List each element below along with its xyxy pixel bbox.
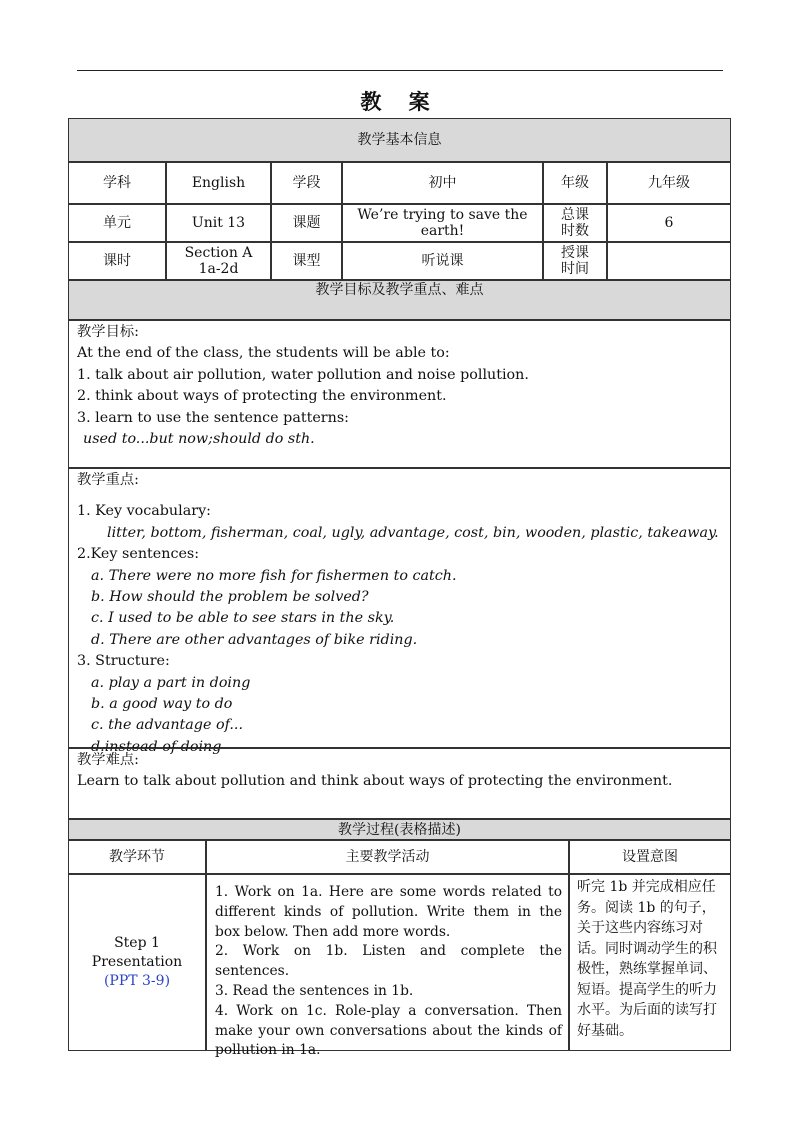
stage-value: 初中	[342, 162, 543, 204]
period-label: 课时	[68, 242, 166, 280]
objectives-heading: 教学目标及教学重点、难点	[68, 280, 731, 320]
total-periods-value: 6	[607, 204, 731, 242]
process-heading: 教学过程(表格描述)	[68, 819, 731, 840]
activity-item: 2. Work on 1b. Listen and complete the sentences.	[215, 943, 562, 980]
activity-item: 3. Read the sentences in 1b.	[215, 982, 414, 999]
step-stage-cell	[68, 874, 206, 1051]
unit-value: Unit 13	[166, 204, 271, 242]
goals-label: 教学目标:	[77, 324, 140, 340]
key-sentence: d. There are other advantages of bike riding.	[91, 631, 418, 648]
structure-item: a. play a part in doing	[91, 674, 251, 691]
period-value: Section A 1a-2d	[166, 242, 271, 280]
step-purpose-cell: 听完 1b 并完成相应任务。阅读 1b 的句子，关于这些内容练习对话。同时调动学生的积极性，熟练掌握单词、短语。提高学生的听力水平。为后面的读写打好基础。	[569, 874, 731, 1051]
total-periods-label: 总课时数	[543, 204, 607, 242]
col-activity-header: 主要教学活动	[206, 840, 569, 874]
key-label: 教学重点:	[77, 472, 140, 488]
structure-item: c. the advantage of...	[91, 717, 243, 734]
document-title: 教 案	[360, 89, 440, 114]
structure-item: b. a good way to do	[91, 696, 233, 713]
teach-time-value	[607, 242, 731, 280]
step-ppt-ref: (PPT 3-9)	[103, 973, 171, 989]
subject-label: 学科	[68, 162, 166, 204]
grade-value: 九年级	[607, 162, 731, 204]
key-sentences-title: 2.Key sentences:	[77, 546, 200, 563]
activity-item: 4. Work on 1c. Role-play a conversation. Then make your own conversations about the kinds of pollution in 1a.	[215, 1002, 562, 1059]
header-rule	[77, 70, 723, 71]
type-value: 听说课	[342, 242, 543, 280]
stage-label: 学段	[271, 162, 342, 204]
key-sentence: c. I used to be able to see stars in the sky.	[91, 610, 395, 627]
difficulty-label: 教学难点:	[77, 752, 140, 768]
topic-label: 课题	[271, 204, 342, 242]
goals-line: 1. talk about air pollution, water pollution and noise pollution.	[77, 366, 529, 383]
key-sentence: a. There were no more fish for fishermen to catch.	[91, 567, 457, 584]
difficulty-cell	[68, 748, 731, 819]
key-vocab-title: 1. Key vocabulary:	[77, 503, 211, 520]
key-vocab: litter, bottom, fisherman, coal, ugly, advantage, cost, bin, wooden, plastic, takeaway.	[107, 524, 719, 541]
structure-item: d.instead of doing	[91, 738, 222, 755]
teaching-goals-cell	[68, 320, 731, 468]
topic-value: We’re trying to save the earth!	[342, 204, 543, 242]
step-title: Step 1	[114, 935, 160, 951]
type-label: 课型	[271, 242, 342, 280]
col-stage-header: 教学环节	[68, 840, 206, 874]
subject-value: English	[166, 162, 271, 204]
unit-label: 单元	[68, 204, 166, 242]
goals-line: 2. think about ways of protecting the environment.	[77, 388, 447, 405]
goals-line: 3. learn to use the sentence patterns:	[77, 409, 349, 426]
key-points-cell	[68, 468, 731, 755]
activity-item: 1. Work on 1a. Here are some words related to different kinds of pollution. Write them in the box below. Then add more words.	[215, 884, 562, 940]
goals-line: used to...but now;should do sth.	[83, 431, 315, 448]
key-sentence: b. How should the problem be solved?	[91, 589, 369, 606]
difficulty-text: Learn to talk about pollution and think about ways of protecting the environment.	[77, 773, 673, 790]
col-purpose-header: 设置意图	[569, 840, 731, 874]
grade-label: 年级	[543, 162, 607, 204]
step-name: Presentation	[91, 954, 183, 970]
basic-info-heading: 教学基本信息	[68, 118, 731, 162]
goals-line: At the end of the class, the students will be able to:	[77, 345, 450, 362]
step-activity-cell	[206, 874, 569, 1059]
structure-title: 3. Structure:	[77, 653, 170, 670]
teach-time-label: 授课时间	[543, 242, 607, 280]
